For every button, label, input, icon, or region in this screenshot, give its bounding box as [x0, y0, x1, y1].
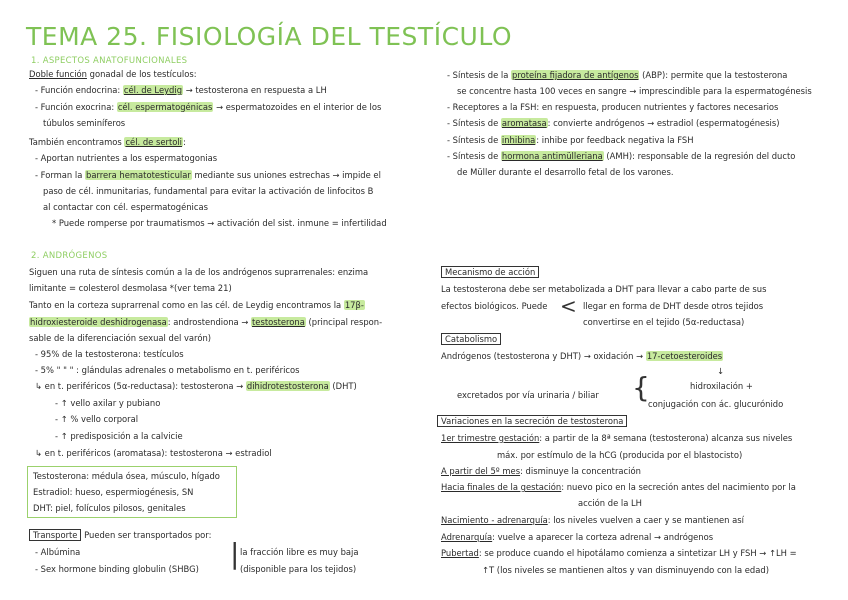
text-line — [441, 267, 539, 277]
text-line: - 5% " " " : glándulas adrenales o metabolismo en t. periféricos — [35, 365, 300, 375]
text-line: * Puede romperse por traumatismos → activación del sist. inmune = infertilidad — [52, 218, 387, 228]
text-line: - Forman la barrera hematotesticular mediante sus uniones estrechas → impide el — [35, 170, 381, 180]
text-line: - Receptores a la FSH: en respuesta, producen nutrientes y factores necesarios — [447, 102, 779, 112]
text-line: Tanto en la corteza suprarrenal como en las cél. de Leydig encontramos la 17β- — [29, 300, 364, 310]
text-line: 1er trimestre gestación: a partir de la 8ª semana (testosterona) alcanza sus niveles — [441, 433, 793, 443]
text-line: Andrógenos (testosterona y DHT) → oxidación → 17-cetoesteroides — [441, 351, 723, 361]
text-line: - Sex hormone binding globulin (SHBG) — [35, 564, 199, 574]
brace-icon: { — [632, 371, 650, 404]
text-line: También encontramos cél. de sertoli: — [29, 137, 186, 147]
text-line: - Síntesis de inhibina: inhibe por feedback negativa la FSH — [447, 135, 694, 145]
text-line: - Albúmina — [35, 547, 81, 557]
text-line: - ↑ predisposición a la calvicie — [55, 431, 183, 441]
brace-icon: < — [560, 294, 577, 318]
variations-box: Variaciones en la secreción de testosterona — [437, 415, 627, 427]
text-line: - Aportan nutrientes a los espermatogonias — [35, 153, 218, 163]
text-line: Nacimiento - adrenarquía: los niveles vuelven a caer y se mantienen así — [441, 515, 744, 525]
text-line: - 95% de la testosterona: testículos — [35, 349, 184, 359]
text-line: - Síntesis de la proteína fijadora de antígenos (ABP): permite que la testosterona — [447, 70, 788, 80]
text-line: hidroxilación + — [690, 381, 753, 391]
text-line: - Función exocrina: cél. espermatogénicas → espermatozoides en el interior de los — [35, 102, 382, 112]
text-line: ↳ en t. periféricos (aromatasa): testosterona → estradiol — [35, 448, 272, 458]
text-line: - ↑ % vello corporal — [55, 414, 139, 424]
page-title: TEMA 25. FISIOLOGÍA DEL TESTÍCULO — [26, 22, 513, 51]
text-line: conjugación con ác. glucurónido — [648, 399, 784, 409]
catabolism-box: Catabolismo — [441, 333, 501, 345]
text-line: La testosterona debe ser metabolizada a DHT para llevar a cabo parte de sus — [441, 284, 767, 294]
text-line: - Síntesis de hormona antimülleriana (AMH): responsable de la regresión del ducto — [447, 151, 796, 161]
text-line — [437, 416, 627, 426]
section-heading-1: 1. ASPECTOS ANATOFUNCIONALES — [31, 56, 188, 66]
text-line: al contactar con cél. espermatogénicas — [43, 202, 208, 212]
text-line: máx. por estímulo de la hCG (producida por el blastocisto) — [497, 450, 743, 460]
text-line: efectos biológicos. Puede — [441, 301, 548, 311]
text-line: - Función endocrina: cél. de Leydig → testosterona en respuesta a LH — [35, 85, 327, 95]
text-line: llegar en forma de DHT desde otros tejidos — [583, 301, 764, 311]
text-line: túbulos seminíferos — [43, 118, 126, 128]
text-line: sable de la diferenciación sexual del varón) — [29, 333, 212, 343]
text-line: excretados por vía urinaria / biliar — [457, 390, 599, 400]
text-line: Estradiol: hueso, espermiogénesis, SN — [33, 487, 194, 497]
text-line: (disponible para los tejidos) — [240, 564, 357, 574]
section-heading-2: 2. ANDRÓGENOS — [31, 251, 108, 261]
text-line: de Müller durante el desarrollo fetal de los varones. — [457, 167, 674, 177]
text-line — [441, 334, 501, 344]
text-line: DHT: piel, folículos pilosos, genitales — [33, 503, 186, 513]
mechanism-box: Mecanismo de acción — [441, 266, 539, 278]
text-line: Testosterona: médula ósea, músculo, hígado — [33, 471, 220, 481]
text-line: Transporte Pueden ser transportados por: — [29, 530, 211, 540]
text-line: limitante = colesterol desmolasa *(ver tema 21) — [29, 283, 232, 293]
text-line: ↑T (los niveles se mantienen altos y van disminuyendo con la edad) — [482, 565, 769, 575]
text-line: acción de la LH — [578, 498, 642, 508]
text-line: - Síntesis de aromatasa: convierte andrógenos → estradiol (espermatogénesis) — [447, 118, 780, 128]
text-line: Doble función gonadal de los testículos: — [29, 69, 197, 79]
text-line: paso de cél. inmunitarias, fundamental para evitar la activación de linfocitos B — [43, 186, 374, 196]
text-line: A partir del 5º mes: disminuye la concentración — [441, 466, 641, 476]
text-line: - ↑ vello axilar y pubiano — [55, 398, 161, 408]
brace-icon: | — [230, 537, 240, 570]
arrow-down-icon: ↓ — [717, 366, 725, 376]
text-line: convertirse en el tejido (5α-reductasa) — [583, 317, 745, 327]
text-line: Hacia finales de la gestación: nuevo pico en la secreción antes del nacimiento por la — [441, 482, 796, 492]
text-line: Siguen una ruta de síntesis común a la de los andrógenos suprarrenales: enzima — [29, 267, 369, 277]
text-line: Adrenarquía: vuelve a aparecer la corteza adrenal → andrógenos — [441, 532, 714, 542]
transport-box: Transporte — [29, 529, 81, 541]
text-line: Pubertad: se produce cuando el hipotálamo comienza a sintetizar LH y FSH → ↑LH = — [441, 548, 797, 558]
text-line: ↳ en t. periféricos (5α-reductasa): testosterona → dihidrotestosterona (DHT) — [35, 381, 357, 391]
text-line: hidroxiesteroide deshidrogenasa: androstendiona → testosterona (principal respon- — [30, 317, 383, 327]
text-line: se concentre hasta 100 veces en sangre → imprescindible para la espermatogénesis — [457, 86, 812, 96]
text-line: la fracción libre es muy baja — [240, 547, 359, 557]
